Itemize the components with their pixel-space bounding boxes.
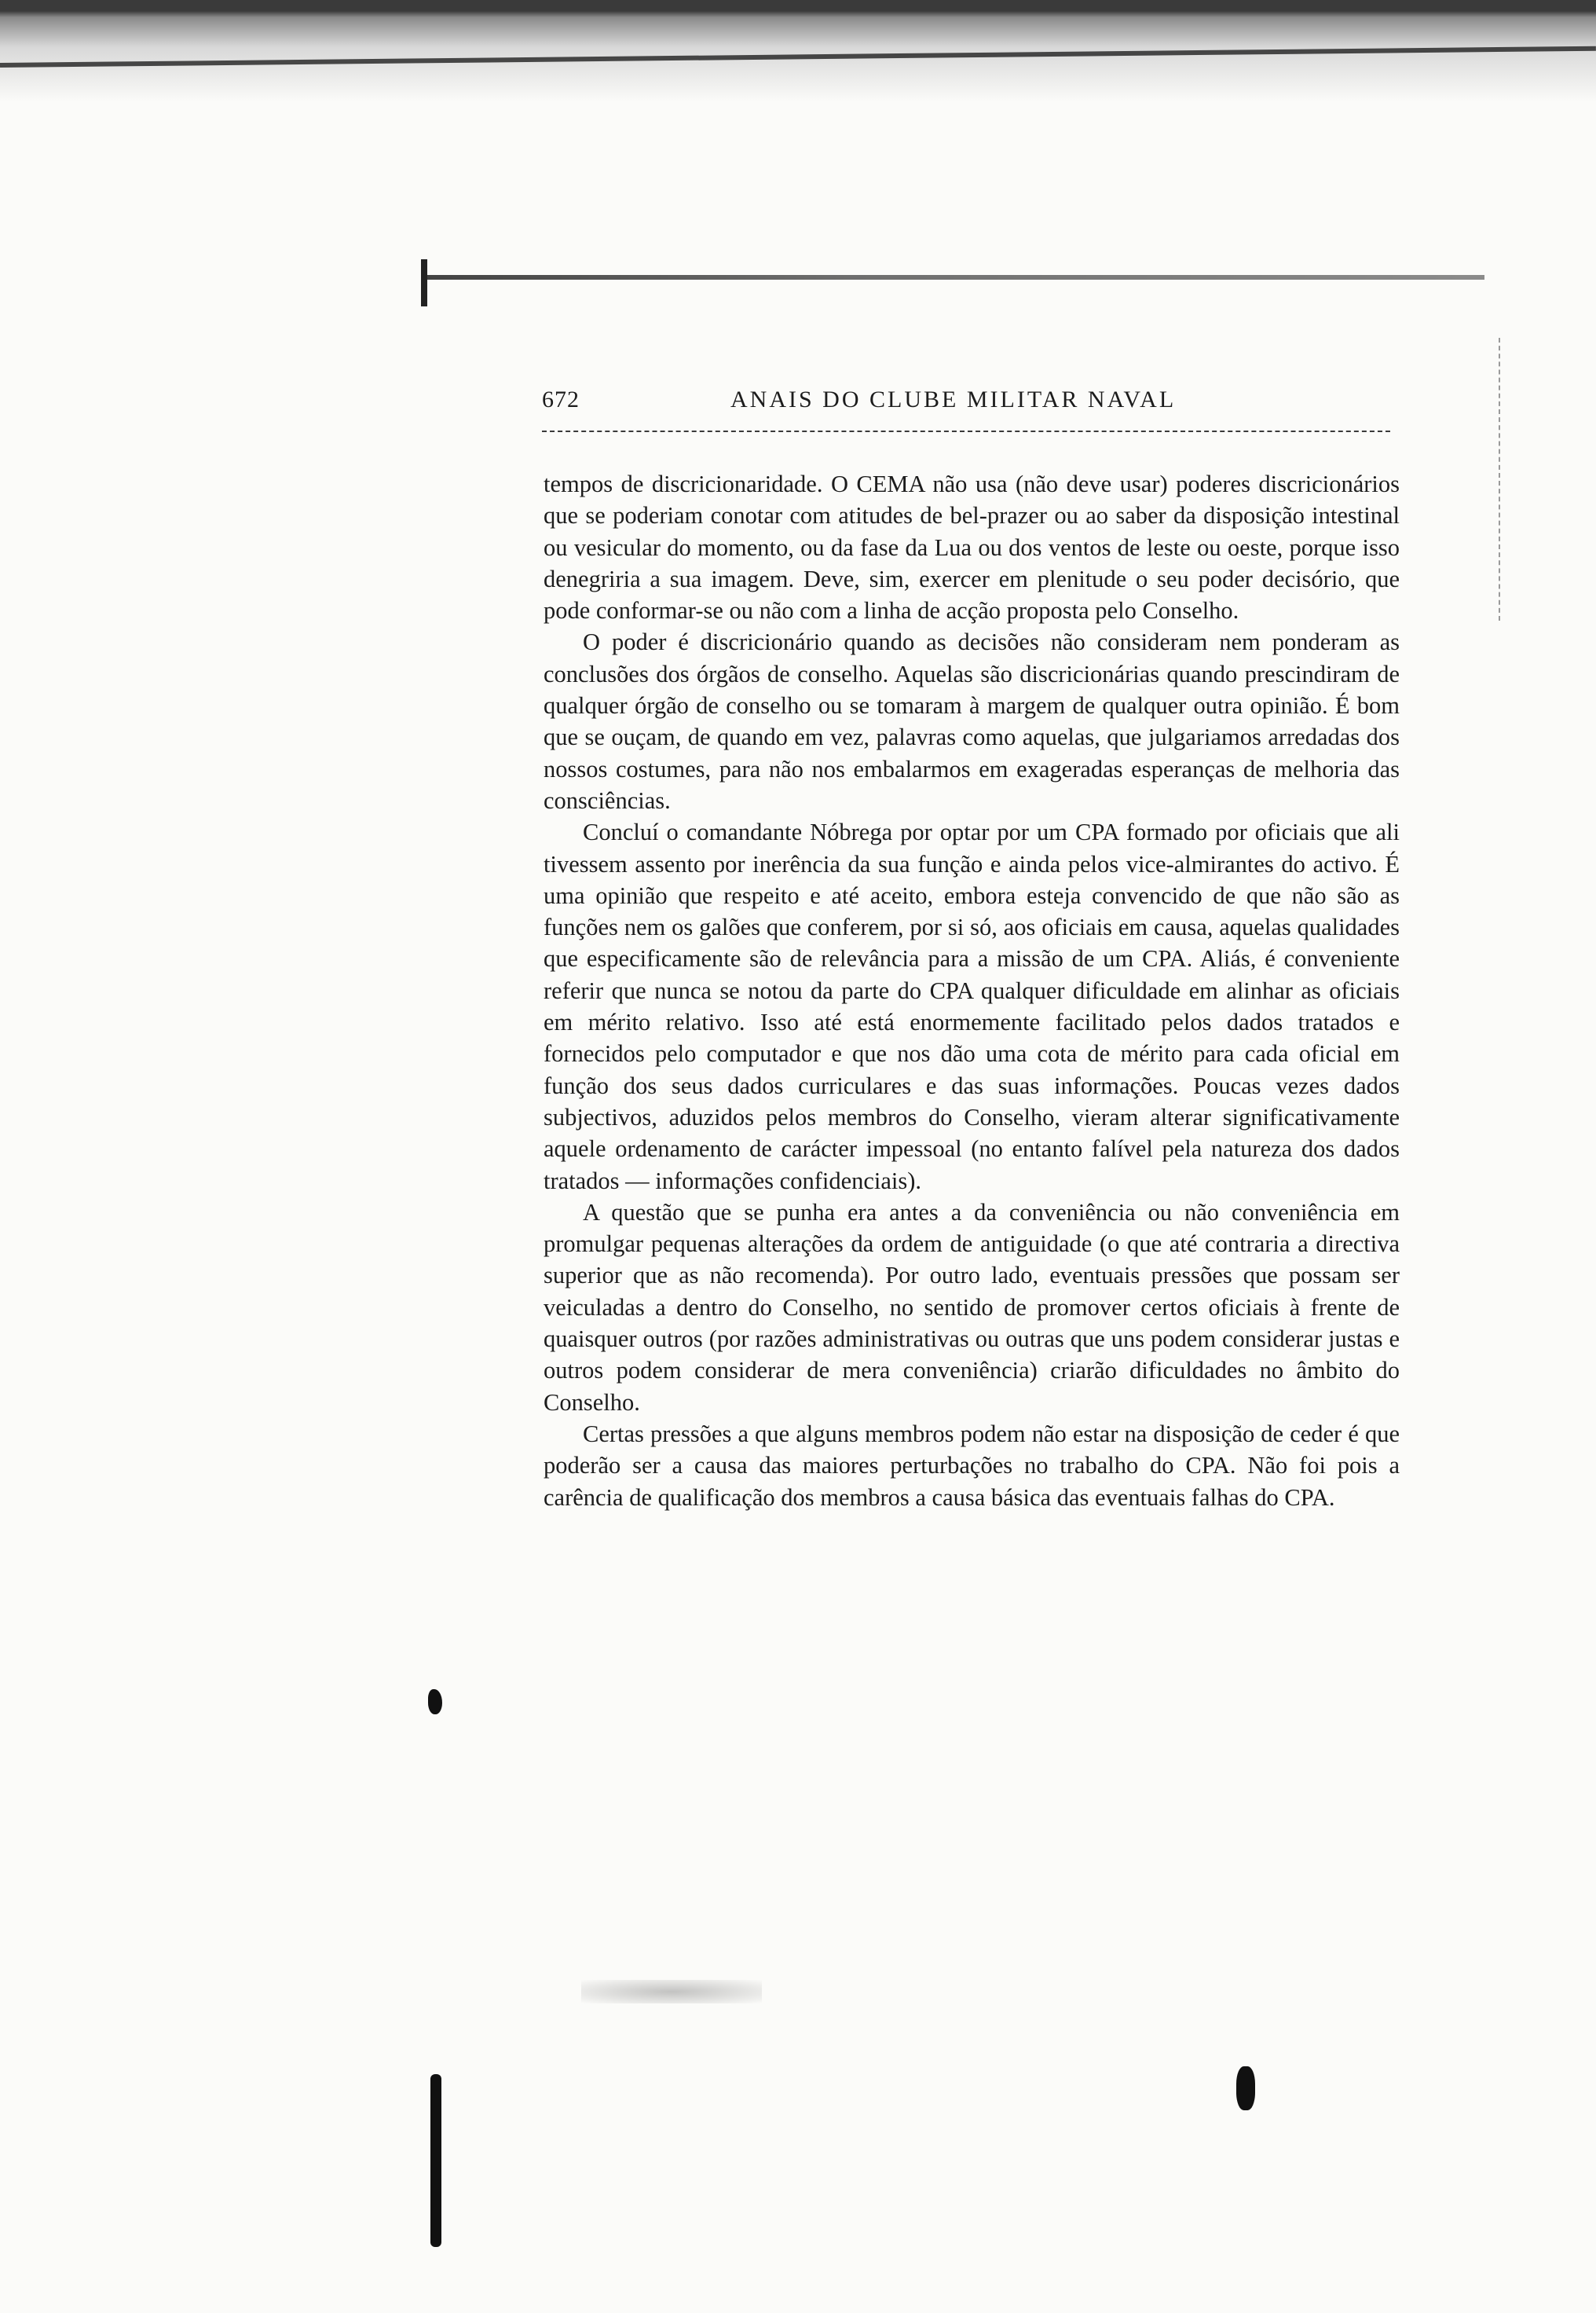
header-rule [542,431,1390,432]
scan-edge-notch [421,259,427,306]
paragraph: Certas pressões a que alguns membros podem não estar na disposição de ceder é que poderão ser a causa das maiores perturbações no trabalho do CPA. Não foi pois a carência de qualificação dos membros a causa básica das eventuais falhas do CPA. [544,1420,1400,1511]
scan-margin-line [1499,338,1502,621]
running-head: ANAIS DO CLUBE MILITAR NAVAL [730,387,1177,412]
paragraph: O poder é discricionário quando as decisões não consideram nem ponderam as conclusões dos órgãos de conselho. Aquelas são discricionárias quando prescindiram de qualquer órgão de conselho ou se tomaram à margem de qualquer outra opinião. É bom que se ouçam, de quando em vez, palavras como aquelas, que julgariamos arredadas dos nossos costumes, para não nos embalarmos em exageradas esperanças de melhoria das consciências. [544,629,1400,814]
scan-edge-page-top [424,275,1484,280]
paragraph: Concluí o comandante Nóbrega por optar por um CPA formado por oficiais que ali tivessem assento por inerência da sua função e ainda pelos vice-almirantes do activo. É uma opinião que respeito e até aceito, embora esteja convencido de que não são as funções nem os galões que conferem, por si só, aos oficiais em causa, aquelas qualidades que especificamente são de relevância para a missão de um CPA. Aliás, é conveniente referir que nunca se notou da parte do CPA qualquer dificuldade em alinhar as oficiais em mérito relativo. Isso até está enormemente facilitado pelos dados tratados e fornecidos pelo computador e que nos dão uma cota de mérito para cada oficial em função dos seus dados curriculares e das suas informações. Poucas vezes dados subjectivos, aduzidos pelos membros do Conselho, vieram alterar significativamente aquele ordenamento de carácter impessoal (no entanto falível pela natureza dos dados tratados — informações confidenciais). [544,819,1400,1194]
scan-blot-bottom [1236,2066,1255,2110]
paragraph: tempos de discricionaridade. O CEMA não usa (não deve usar) poderes discricionários que se poderiam conotar com atitudes de bel-prazer ou ao saber da disposição intestinal ou vesicular do momento, ou da fase da Lua ou dos ventos de leste ou oeste, porque isso denegriria a sua imagem. Deve, sim, exercer em plenitude o seu poder decisório, que pode conformar-se ou não com a linha de acção proposta pelo Conselho. [544,471,1400,625]
scan-smudge [581,1980,762,2003]
paragraph: A questão que se punha era antes a da conveniência ou não conveniência em promulgar pequenas alterações da ordem de antiguidade (o que até contraria a directiva superior que as não recomenda). Por outro lado, eventuais pressões que possam ser veiculadas a dentro do Conselho, no sentido de promover certos oficiais à frente de quaisquer outros (por razões administrativas ou outras que uns podem considerar justas e outros podem considerar de mera conveniência) criarão dificuldades no âmbito do Conselho. [544,1198,1400,1416]
body-text [544,468,1400,1513]
scan-speck-left [428,1689,442,1714]
page-header [542,387,1390,434]
scan-bar-left [430,2074,441,2247]
page-number: 672 [542,387,580,412]
